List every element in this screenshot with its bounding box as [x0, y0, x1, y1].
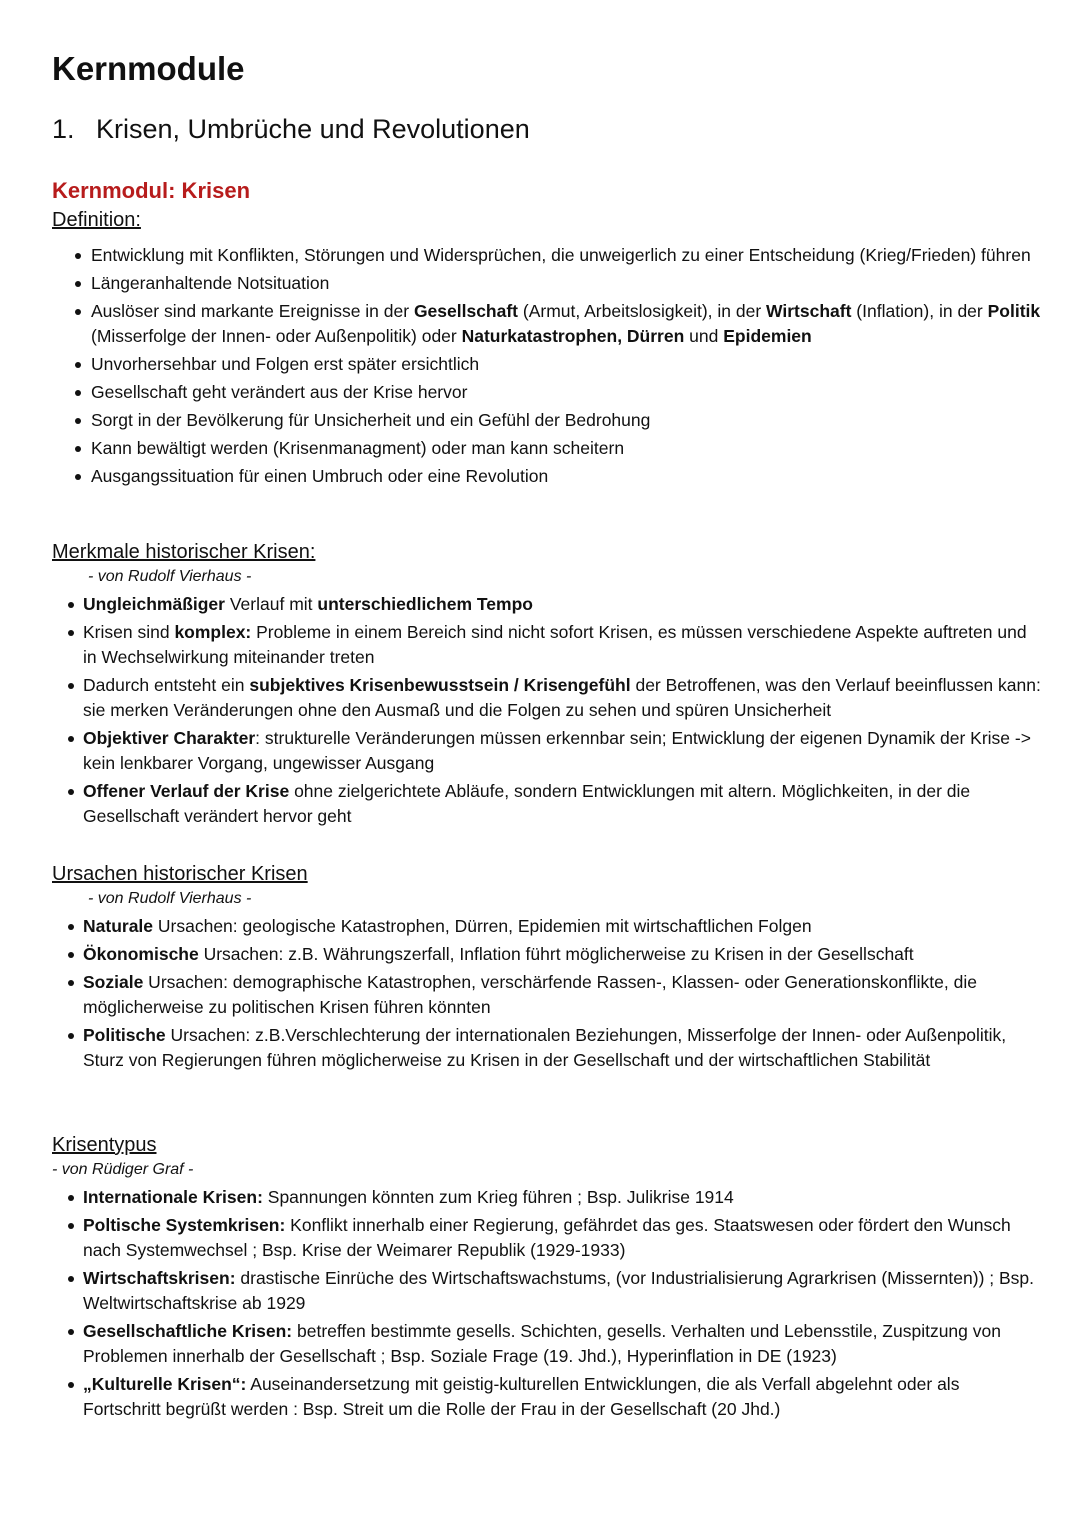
- chapter-heading: [52, 114, 530, 145]
- text: : strukturelle Veränderungen müssen erkennbar sein; Entwicklung der eigenen Dynamik der Krise -> kein lenkbarer Vorgang, ungewisser Ausgang: [83, 728, 1031, 773]
- section-title: Ursachen historischer Krisen: [52, 863, 308, 885]
- text: Ursachen: geologische Katastrophen, Dürren, Epidemien mit wirtschaftlichen Folgen: [153, 916, 812, 936]
- bold-text: Politische: [83, 1025, 166, 1045]
- section-title: Definition:: [52, 209, 141, 231]
- list-item: [52, 779, 1042, 829]
- section-author: - von Rudolf Vierhaus -: [88, 568, 252, 585]
- text: Ausgangssituation für einen Umbruch oder eine Revolution: [91, 466, 549, 486]
- list-item: [52, 673, 1042, 723]
- list-item: [52, 592, 1042, 617]
- section-title: Krisentypus: [52, 1134, 157, 1156]
- text: Auslöser sind markante Ereignisse in der: [91, 301, 414, 321]
- text: Konflikt innerhalb einer Regierung, gefährdet das ges. Staatswesen oder fördert den Wunsch nach Systemwechsel ; Bsp. Krise der Weimarer Republik (1929-1933): [83, 1215, 1011, 1260]
- text: Ursachen: z.B.Verschlechterung der internationalen Beziehungen, Misserfolge der Innen- oder Außenpolitik, Sturz von Regierungen führen möglicherweise zu Krisen in der Gesellschaft und der wirtschaftlichen Stabilität: [83, 1025, 1007, 1070]
- text: Probleme in einem Bereich sind nicht sofort Krisen, es müssen verschiedene Aspekte auftreten und in Wechselwirkung miteinander treten: [83, 622, 1027, 667]
- bold-text: „Kulturelle Krisen“:: [83, 1374, 247, 1394]
- text: Krisen sind: [83, 622, 175, 642]
- list-item: [52, 352, 1042, 377]
- list-item: [52, 380, 1042, 405]
- definition-section: [52, 207, 1042, 492]
- list-item: [52, 1213, 1042, 1263]
- merkmale-list: [52, 592, 1042, 829]
- list-item: [52, 1266, 1042, 1316]
- text: (Armut, Arbeitslosigkeit), in der: [518, 301, 767, 321]
- text: Kann bewältigt werden (Krisenmanagment) oder man kann scheitern: [91, 438, 625, 458]
- text: betreffen bestimmte gesells. Schichten, gesells. Verhalten und Lebensstile, Zuspitzung von Problemen innerhalb der Gesellschaft ; Bsp. Soziale Frage (19. Jhd.), Hyperinflation in DE (1923): [83, 1321, 1001, 1366]
- section-author: - von Rüdiger Graf -: [52, 1161, 194, 1178]
- text: Verlauf mit: [224, 594, 318, 614]
- text: Ursachen: demographische Katastrophen, verschärfende Rassen-, Klassen- oder Generationskonflikte, die möglicherweise zu politischen Krisen führen könnten: [83, 972, 977, 1017]
- text: Spannungen könnten zum Krieg führen ; Bsp. Julikrise 1914: [262, 1187, 734, 1207]
- bold-text: unterschiedlichem Tempo: [317, 594, 533, 614]
- bold-text: Wirtschaftskrisen:: [83, 1268, 236, 1288]
- text: Gesellschaft geht verändert aus der Krise hervor: [91, 382, 468, 402]
- text: (Misserfolge der Innen- oder Außenpolitik) oder: [91, 326, 462, 346]
- list-item: [52, 271, 1042, 296]
- krisentypus-list: [52, 1185, 1042, 1422]
- text: Sorgt in der Bevölkerung für Unsicherheit und ein Gefühl der Bedrohung: [91, 410, 651, 430]
- bold-text: Soziale: [83, 972, 144, 992]
- text: drastische Einrüche des Wirtschaftswachstums, (vor Industrialisierung Agrarkrisen (Missernten)) ; Bsp. Weltwirtschaftskrise ab 1929: [83, 1268, 1035, 1313]
- text: (Inflation), in der: [851, 301, 988, 321]
- bold-text: Politik: [987, 301, 1041, 321]
- bold-text: Ungleichmäßiger: [83, 594, 225, 614]
- bold-text: Objektiver Charakter: [83, 728, 256, 748]
- bold-text: Wirtschaft: [766, 301, 852, 321]
- text: Unvorhersehbar und Folgen erst später ersichtlich: [91, 354, 480, 374]
- list-item: [52, 243, 1042, 268]
- bold-text: Gesellschaft: [413, 301, 519, 321]
- list-item: [52, 914, 1042, 939]
- bold-text: Poltische Systemkrisen:: [83, 1215, 286, 1235]
- text: Entwicklung mit Konflikten, Störungen und Widersprüchen, die unweigerlich zu einer Entscheidung (Krieg/Frieden) führen: [91, 245, 1031, 265]
- bold-text: Internationale Krisen:: [83, 1187, 263, 1207]
- list-item: [52, 464, 1042, 489]
- bold-text: komplex:: [174, 622, 252, 642]
- list-item: [52, 1319, 1042, 1369]
- list-item: [52, 970, 1042, 1020]
- text: ohne zielgerichtete Abläufe, sondern Entwicklungen mit altern. Möglichkeiten, in der die Gesellschaft verändert hervor geht: [83, 781, 971, 826]
- list-item: [52, 1372, 1042, 1422]
- list-item: [52, 408, 1042, 433]
- list-item: [52, 620, 1042, 670]
- list-item: [52, 1023, 1042, 1073]
- bold-text: Epidemien: [723, 326, 812, 346]
- text: und: [684, 326, 724, 346]
- text: Längeranhaltende Notsituation: [91, 273, 330, 293]
- ursachen-section: [52, 861, 1042, 1076]
- list-item: [52, 726, 1042, 776]
- text: Dadurch entsteht ein: [83, 675, 250, 695]
- text: Auseinandersetzung mit geistig-kulturellen Entwicklungen, die als Verfall abgelehnt oder als Fortschritt begrüßt werden : Bsp. Streit um die Rolle der Frau in der Gesellschaft (20 Jhd.): [83, 1374, 960, 1419]
- module-heading: Kernmodul: Krisen: [52, 178, 251, 203]
- text: der Betroffenen, was den Verlauf beeinflussen kann: sie merken Veränderungen ohne den Ausmaß und die Folgen zu sehen und spüren Unsicherheit: [83, 675, 1041, 720]
- ursachen-list: [52, 914, 1042, 1073]
- bold-text: Naturkatastrophen, Dürren: [461, 326, 685, 346]
- chapter-number: 1.: [52, 114, 75, 144]
- chapter-title: Krisen, Umbrüche und Revolutionen: [96, 114, 530, 144]
- krisentypus-section: [52, 1132, 1042, 1425]
- bold-text: Gesellschaftliche Krisen:: [83, 1321, 293, 1341]
- bold-text: Offener Verlauf der Krise: [83, 781, 290, 801]
- list-item: [52, 299, 1042, 349]
- page-title: Kernmodule: [52, 50, 245, 87]
- text: Ursachen: z.B. Währungszerfall, Inflation führt möglicherweise zu Krisen in der Gesellschaft: [198, 944, 914, 964]
- definition-list: [52, 243, 1042, 489]
- section-title: Merkmale historischer Krisen:: [52, 541, 316, 563]
- bold-text: Naturale: [83, 916, 154, 936]
- merkmale-section: [52, 539, 1042, 832]
- bold-text: Ökonomische: [83, 944, 199, 964]
- list-item: [52, 436, 1042, 461]
- list-item: [52, 1185, 1042, 1210]
- list-item: [52, 942, 1042, 967]
- bold-text: subjektives Krisenbewusstsein / Krisengefühl: [249, 675, 631, 695]
- section-author: - von Rudolf Vierhaus -: [88, 890, 252, 907]
